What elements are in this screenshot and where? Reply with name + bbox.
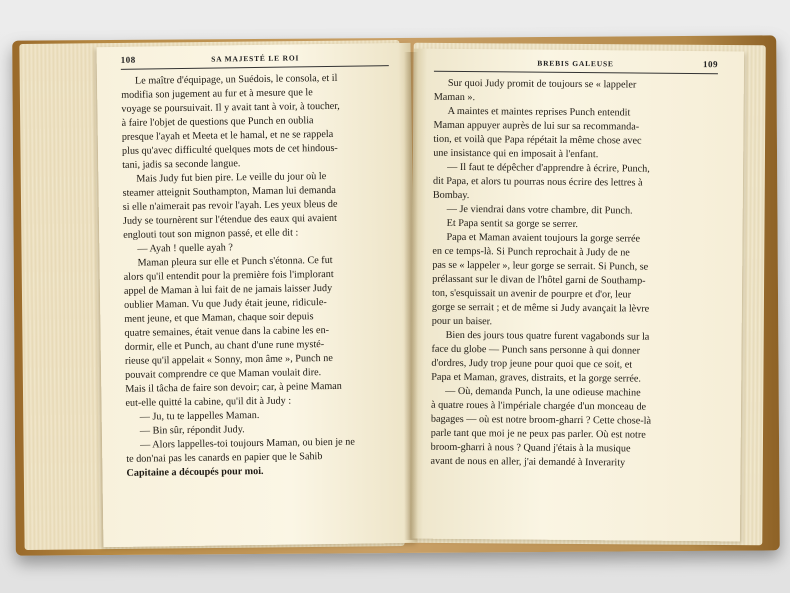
text-line: une insistance qui en imposait à l'enfant.	[433, 147, 599, 161]
text-line: Et Papa sentit sa gorge se serrer.	[446, 217, 579, 231]
text-line: — Où, demanda Punch, la une odieuse machine	[445, 385, 641, 399]
text-line: modifia son jugement au fur et à mesure que le	[121, 87, 313, 101]
text-line: Maman appuyer auprès de lui sur sa recommanda-	[433, 119, 640, 133]
text-line: Bien des jours tous quatre furent vagabonds sur la	[445, 329, 650, 343]
text-line: gorge se serrait ; et de même si Judy avançait la lèvre	[431, 301, 650, 315]
text-line: si elle n'aimerait pas revoir l'ayah. Les yeux bleus de	[122, 198, 338, 213]
text-line: Judy se tournèrent sur l'étendue des eaux qui avaient	[122, 212, 338, 227]
text-line: avant de nous en aller, j'ai demandé à Inverarity	[430, 455, 626, 469]
text-line: — Ju, tu te lappelles Maman.	[139, 409, 260, 423]
text-line: Mais Judy fut bien pire. Le veille du jour où le	[136, 171, 327, 185]
left-page-number: 108	[120, 54, 136, 65]
text-line: ton, s'esquissait un avenir de pourpre et d'or, leur	[431, 287, 632, 301]
text-line: pouvait comprendre ce que Maman voulait dire.	[125, 367, 322, 381]
text-line: pour un baiser.	[431, 315, 493, 328]
left-running-title: SA MAJESTÉ LE ROI	[211, 53, 300, 64]
text-line: prélassant sur le divan de l'hôtel garni de Southamp-	[432, 273, 646, 287]
text-line: quatre semaines, était venue dans la cabine les en-	[124, 324, 330, 339]
text-line: Maman pleura sur elle et Punch s'étonna. Ce fut	[137, 254, 333, 269]
text-line: broom-gharri à nous ? Quand j'étais à la musique	[430, 441, 631, 455]
text-line: tion, et voilà que Papa répétait la même chose avec	[433, 133, 642, 147]
text-line: presque l'ayah et Meeta et le hamal, et ne se rappela	[121, 128, 334, 143]
text-line: — Bin sûr, répondit Judy.	[139, 424, 245, 437]
text-line: Bombay.	[432, 189, 470, 202]
text-line: Capitaine a découpés pour moi.	[126, 465, 264, 479]
left-page-text	[121, 71, 395, 481]
left-page	[97, 43, 418, 547]
text-line: alors qu'il entendit pour la première fois l'implorant	[123, 268, 334, 283]
text-line: Mais il tâcha de faire son devoir; car, à peine Maman	[125, 380, 342, 395]
text-line: englouti tout son mignon passé, et elle dit :	[123, 227, 299, 241]
text-line: — Il faut te dépêcher d'apprendre à écrire, Punch,	[447, 161, 650, 175]
text-line: rieuse qu'il appelait « Sonny, mon âme », Punch ne	[124, 352, 333, 367]
text-line: à quatre roues à l'impériale chargée d'un monceau de	[430, 399, 647, 413]
text-line: Sur quoi Judy promit de toujours se « lappeler	[447, 77, 637, 91]
text-line: eut-elle quitté la cabine, qu'il dit à Judy :	[125, 395, 292, 409]
text-line: Le maître d'équipage, un Suédois, le consola, et il	[134, 72, 338, 87]
text-line: face du globe — Punch sans personne à qui donner	[431, 343, 641, 357]
right-page-number: 109	[702, 59, 719, 70]
text-line: steamer atteignit Southampton, Maman lui demanda	[122, 184, 336, 199]
text-line: ment jeune, et que Maman, chaque soir depuis	[124, 311, 314, 325]
right-page-text	[430, 77, 717, 471]
text-line: dormir, elle et Punch, au chant d'une rune mysté-	[124, 339, 325, 353]
text-line: oublier Maman. Vu que Judy était jeune, ridicule-	[124, 297, 327, 311]
text-line: pas se « lappeler », leur gorge se serrait. Si Punch, se	[432, 259, 649, 273]
right-running-title: BREBIS GALEUSE	[537, 58, 614, 69]
book-gutter	[404, 52, 418, 540]
text-line: Papa et Maman avaient toujours la gorge serrée	[446, 231, 641, 245]
text-line: — Ayah ! quelle ayah ?	[137, 242, 233, 255]
text-line: Maman ».	[433, 91, 476, 104]
text-line: Papa et Maman, graves, distraits, et la gorge serrée.	[431, 371, 642, 385]
text-line: voyage se poursuivait. Il y avait tant à voir, à toucher,	[121, 100, 340, 115]
text-line: bagages — où est notre broom-gharri ? Cette chose-là	[430, 413, 652, 427]
text-line: dit Papa, et alors tu pourras nous écrire des lettres à	[432, 175, 643, 189]
text-line: d'ordres, Judy trop jeune pour quoi que ce soit, et	[431, 357, 633, 371]
text-line: appel de Maman à lui fait de ne jamais laisser Judy	[123, 282, 333, 297]
text-line: tani, jadis sa seconde langue.	[122, 158, 241, 171]
text-line: te don'nai pas les canards en papier que le Sahib	[126, 451, 323, 465]
right-page	[410, 49, 744, 542]
right-header-rule	[434, 71, 718, 74]
text-line: A maintes et maintes reprises Punch entendit	[447, 105, 631, 119]
text-line: parle tant que moi je ne peux pas parler. Où est notre	[430, 427, 646, 441]
right-page-header	[434, 57, 718, 69]
text-line: à faire l'objet de questions que Punch en oublia	[121, 115, 314, 129]
text-line: — Je viendrai dans votre chambre, dit Punch.	[446, 203, 633, 217]
text-line: plus qu'avec difficulté quelques mots de cet hindous-	[121, 142, 338, 157]
text-line: en ce temps-là. Si Punch reprochait à Judy de ne	[432, 245, 630, 259]
text-line: — Alors lappelles-toi toujours Maman, ou bien je ne	[140, 436, 355, 451]
left-page-header	[121, 51, 389, 65]
left-header-rule	[121, 65, 389, 70]
